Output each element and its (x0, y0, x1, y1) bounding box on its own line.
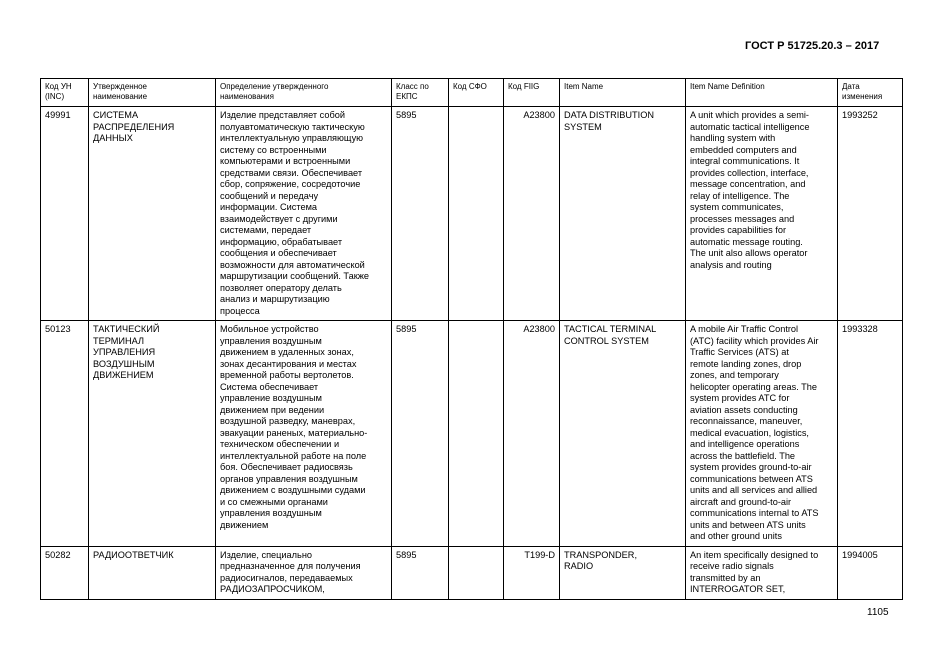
cell-inc: 50123 (41, 321, 89, 547)
cell-ekps: 5895 (392, 321, 449, 547)
table-row (41, 546, 903, 599)
cell-fiig: A23800 (504, 321, 560, 547)
col-header-date: Дата изменения (838, 79, 903, 107)
cell-definition-ru: Изделие представляет собой полуавтоматическую тактическую интеллектуальную управляющую систему со встроенными компьютерами и встроенными средствами связи. Обеспечивает сбор, сопряжение, сосредоточие сообщений и передачу информации. Система взаимодействует с другими системами, передает информацию, обрабатывает сообщения и обеспечивает возможности для автоматической маршрутизации сообщений. Также позволяет оператору делать анализ и маршрутизацию процесса (216, 107, 392, 321)
cell-item-name: DATA DISTRIBUTION SYSTEM (560, 107, 686, 321)
cell-ekps: 5895 (392, 107, 449, 321)
cell-inc: 49991 (41, 107, 89, 321)
cell-date: 1994005 (838, 546, 903, 599)
table-header-row (41, 79, 903, 107)
cell-item-name: TACTICAL TERMINAL CONTROL SYSTEM (560, 321, 686, 547)
cell-item-name: TRANSPONDER, RADIO (560, 546, 686, 599)
cell-name-ru: СИСТЕМА РАСПРЕДЕЛЕНИЯ ДАННЫХ (89, 107, 216, 321)
cell-name-ru: РАДИООТВЕТЧИК (89, 546, 216, 599)
cell-date: 1993328 (838, 321, 903, 547)
cell-item-def: A unit which provides a semi- automatic tactical intelligence handling system with embedded computers and integral communications. It provides collection, interface, message concentration, and relay of intelligence. The system communicates, processes messages and provides capabilities for automatic message routing. The unit also allows operator analysis and routing (686, 107, 838, 321)
col-header-ekps: Класс по ЕКПС (392, 79, 449, 107)
cell-fiig: T199-D (504, 546, 560, 599)
catalog-table (40, 78, 903, 600)
standard-header: ГОСТ Р 51725.20.3 – 2017 (745, 40, 880, 52)
cell-sfo (449, 321, 504, 547)
cell-item-def: An item specifically designed to receive radio signals transmitted by an INTERROGATOR SET, (686, 546, 838, 599)
col-header-item-def: Item Name Definition (686, 79, 838, 107)
cell-inc: 50282 (41, 546, 89, 599)
cell-date: 1993252 (838, 107, 903, 321)
col-header-item-name: Item Name (560, 79, 686, 107)
cell-item-def: A mobile Air Traffic Control (ATC) facility which provides Air Traffic Services (ATS) at remote landing zones, drop zones, and temporary helicopter operating areas. The system provides ATC for aviation assets conducting reconnaissance, maneuver, medical evacuation, logistics, and intelligence operations across the battlefield. The system provides ground-to-air communications between ATS units and all services and allied aircraft and ground-to-air communications internal to ATS units and between ATS units and other ground units (686, 321, 838, 547)
cell-definition-ru: Мобильное устройство управления воздушным движением в удаленных зонах, зонах десантирования и местах временной работы вертолетов. Система обеспечивает управление воздушным движением при ведении воздушной разведку, маневрах, эвакуации раненых, материально- техническом обеспечении и интеллектуальной работе на поле боя. Обеспечивает радиосвязь органов управления воздушным движением с воздушными судами и со смежными органами управления воздушным движением (216, 321, 392, 547)
cell-sfo (449, 546, 504, 599)
col-header-fiig: Код FIIG (504, 79, 560, 107)
col-header-sfo: Код СФО (449, 79, 504, 107)
table-row (41, 321, 903, 547)
col-header-definition-ru: Определение утвержденного наименования (216, 79, 392, 107)
cell-fiig: A23800 (504, 107, 560, 321)
col-header-inc: Код УН (INC) (41, 79, 89, 107)
table-row (41, 107, 903, 321)
page-number: 1105 (867, 607, 889, 618)
cell-sfo (449, 107, 504, 321)
cell-name-ru: ТАКТИЧЕСКИЙ ТЕРМИНАЛ УПРАВЛЕНИЯ ВОЗДУШНЫМ ДВИЖЕНИЕМ (89, 321, 216, 547)
col-header-name-ru: Утвержденное наименование (89, 79, 216, 107)
cell-ekps: 5895 (392, 546, 449, 599)
cell-definition-ru: Изделие, специально предназначенное для получения радиосигналов, передаваемых РАДИОЗАПРОСЧИКОМ, (216, 546, 392, 599)
